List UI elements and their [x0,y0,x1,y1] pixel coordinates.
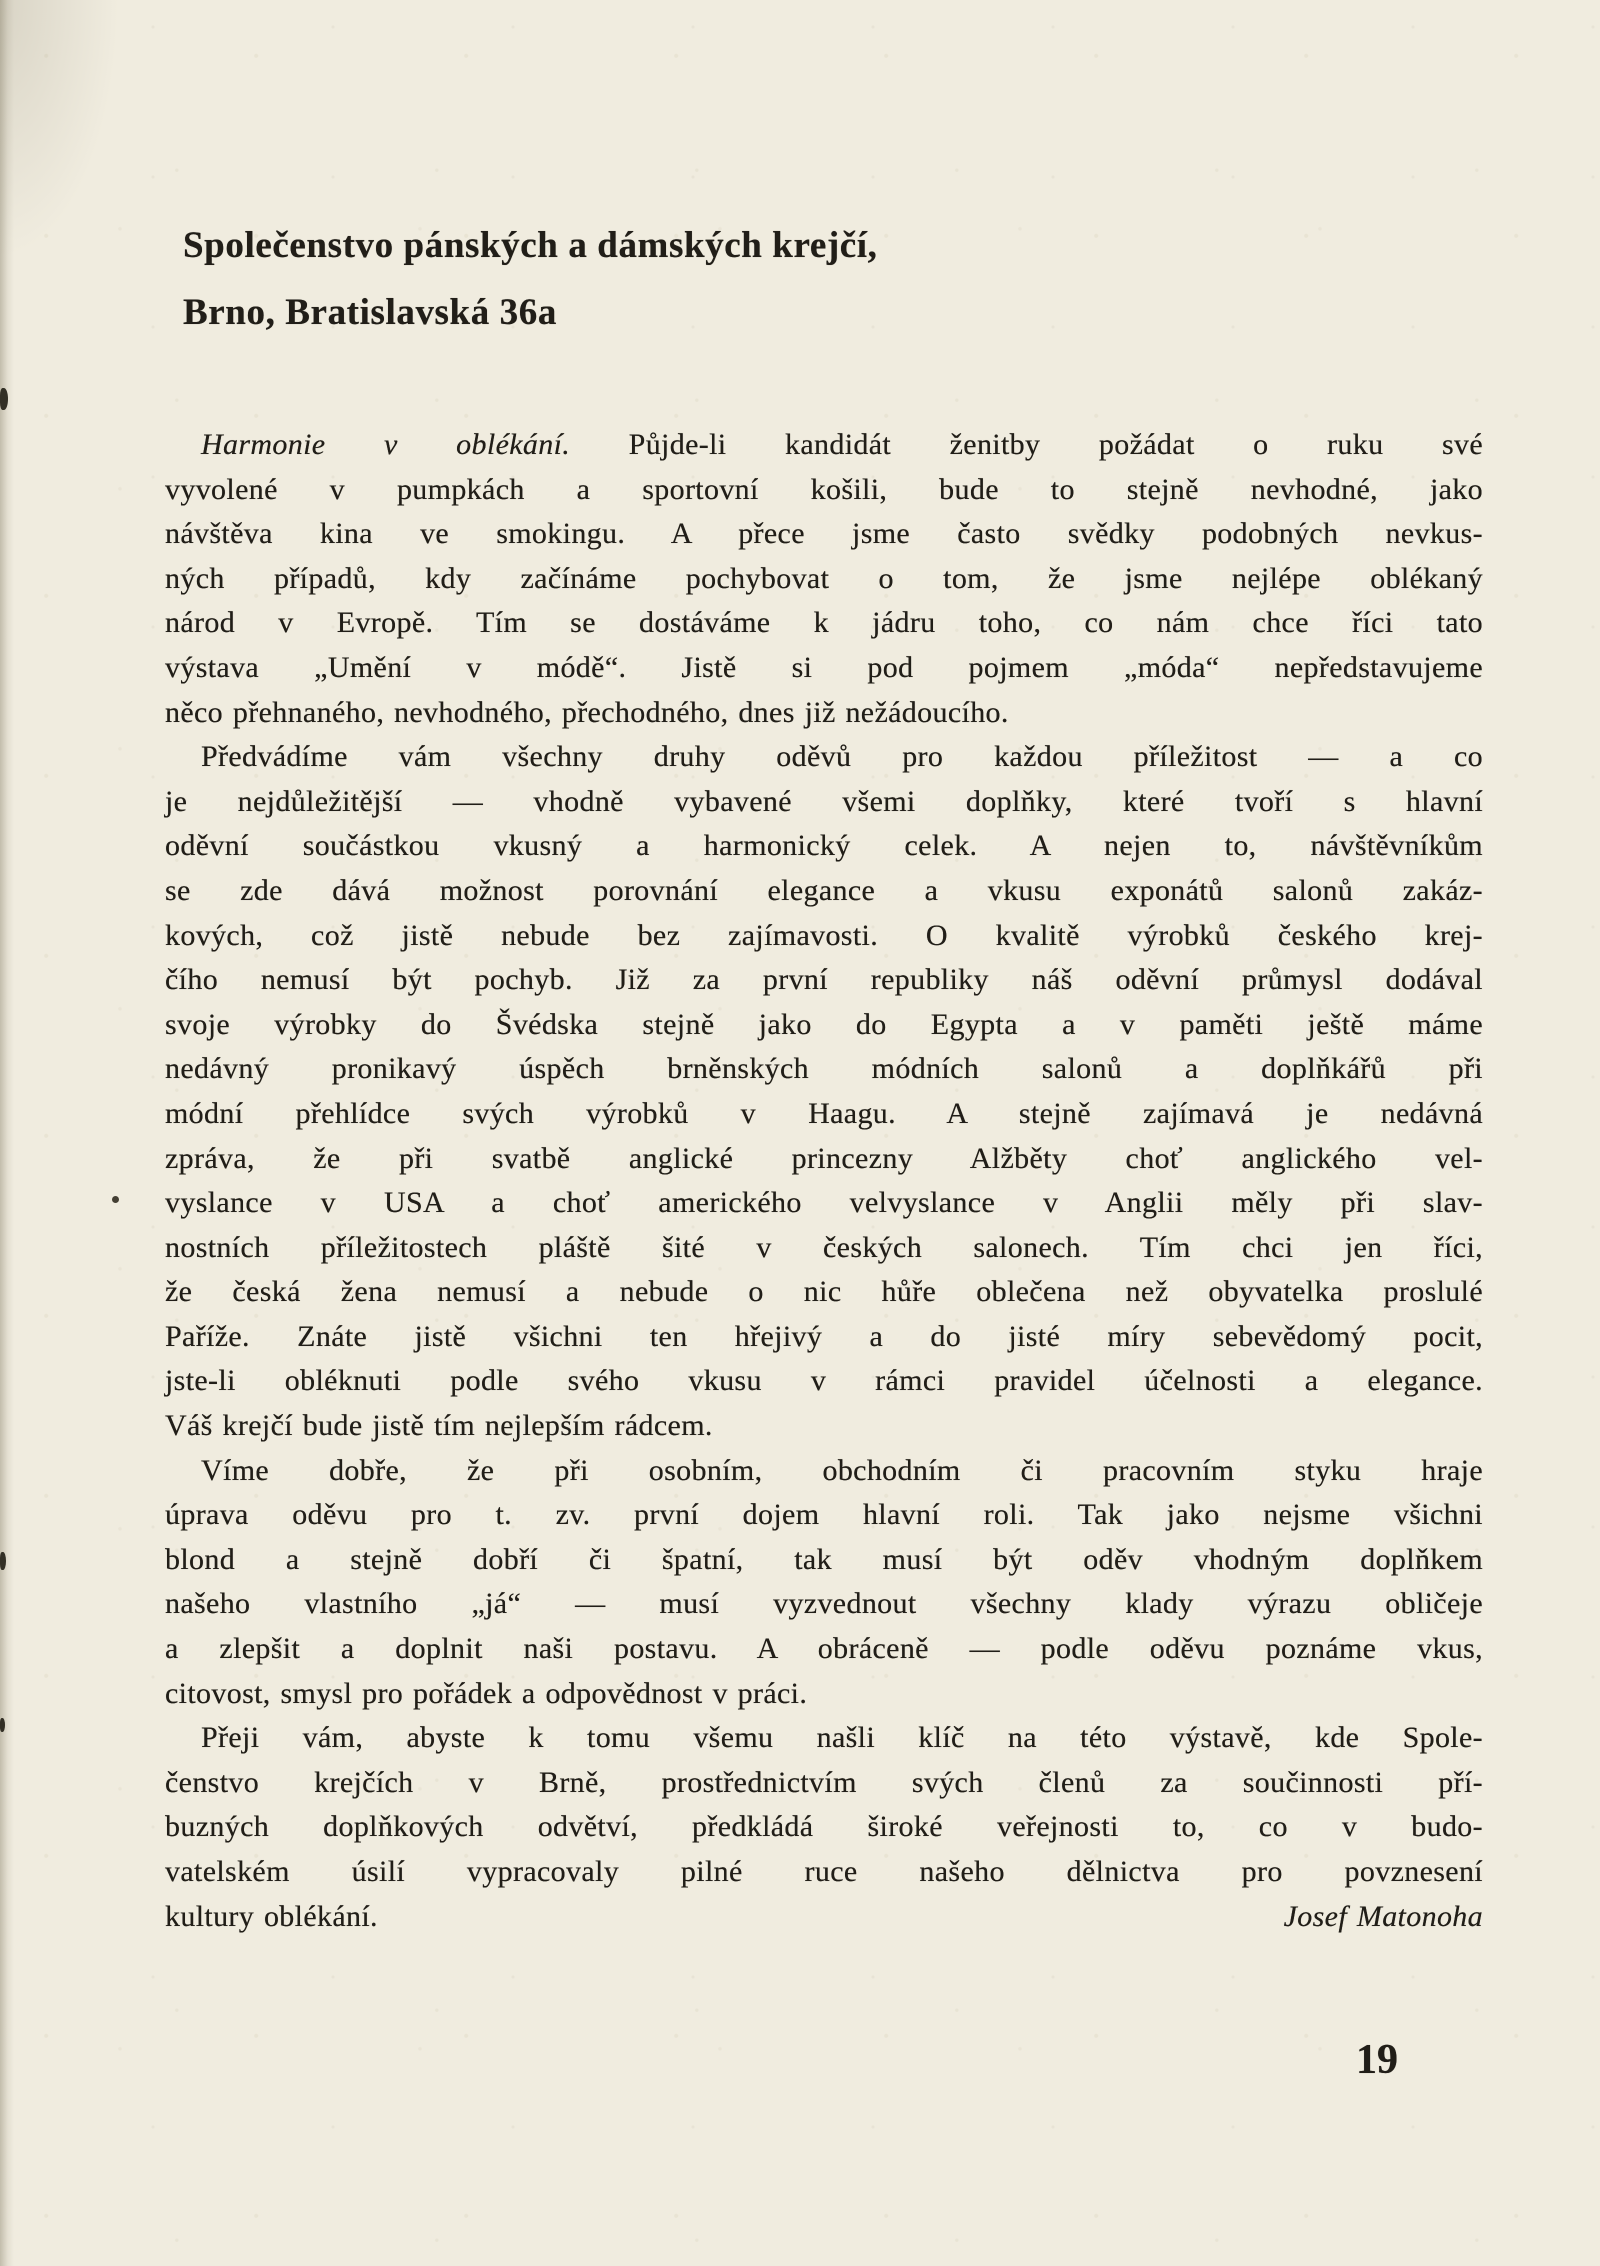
heading-line-2: Brno, Bratislavská 36a [183,292,557,333]
text-line: citovost, smysl pro pořádek a odpovědnost v práci. [165,1676,808,1710]
text-line: nostních příležitostech pláště šité v českých salonech. Tím chci jen říci, [165,1230,1483,1264]
text-line: návštěva kina ve smokingu. A přece jsme často svědky podobných nevkus- [165,517,1483,551]
text-line: národ v Evropě. Tím se dostáváme k jádru toho, co nám chce říci tato [165,606,1483,640]
text-line: úprava oděvu pro t. zv. první dojem hlavní roli. Tak jako nejsme všichni [165,1498,1483,1532]
text-line: Víme dobře, že při osobním, obchodním či pracovním styku hraje [201,1453,1483,1487]
text-line: se zde dává možnost porovnání elegance a vkusu exponátů salonů zakáz- [165,873,1483,907]
scan-artifact-mark [0,1552,6,1570]
text-line: je nejdůležitější — vhodně vybavené všemi doplňky, které tvoří s hlavní [165,784,1483,818]
text-line: ných případů, kdy začínáme pochybovat o tom, že jsme nejlépe oblékaný [165,561,1483,595]
heading-line-1: Společenstvo pánských a dámských krejčí, [183,225,878,266]
text-line: Harmonie v oblékání. Půjde-li kandidát ženitby požádat o ruku své [201,428,1484,461]
text-line: Paříže. Znáte jistě všichni ten hřejivý a do jisté míry sebevědomý pocit, [165,1319,1483,1353]
text-line: Váš krejčí bude jistě tím nejlepším rádcem. [165,1409,713,1443]
page-corner-shadow [0,0,120,260]
text-line: že česká žena nemusí a nebude o nic hůře oblečena než obyvatelka proslulé [165,1275,1483,1309]
page-number: 19 [1356,2037,1398,2083]
text-line: vyvolené v pumpkách a sportovní košili, bude to stejně nevhodné, jako [165,472,1483,506]
margin-ink-dot [112,1196,119,1203]
text-line: něco přehnaného, nevhodného, přechodného, dnes již nežádoucího. [165,695,1009,729]
text-line: čího nemusí být pochyb. Již za první republiky náš oděvní průmysl dodával [165,963,1483,997]
text-line: výstava „Umění v módě“. Jistě si pod pojmem „móda“ nepředstavujeme [165,650,1483,684]
page-heading [183,212,1383,346]
text-line: oděvní součástkou vkusný a harmonický celek. A nejen to, návštěvníkům [165,829,1483,863]
text-line: zpráva, že při svatbě anglické princezny Alžběty choť anglického vel- [165,1141,1483,1175]
text-line: vyslance v USA a choť amerického velvyslance v Anglii měly při slav- [165,1186,1483,1220]
page-edge-shadow [0,0,14,2266]
text-line: vatelském úsilí vypracovaly pilné ruce našeho dělnictva pro povznesení [165,1855,1483,1888]
text-line: našeho vlastního „já“ — musí vyzvednout všechny klady výrazu obličeje [165,1587,1483,1621]
scan-artifact-mark [0,1718,5,1732]
body-text [165,423,1483,1939]
text-line: a zlepšit a doplnit naši postavu. A obráceně — podle oděvu poznáme vkus, [165,1632,1483,1666]
text-line: jste-li obléknuti podle svého vkusu v rámci pravidel účelnosti a elegance. [165,1364,1483,1398]
text-line: Předvádíme vám všechny druhy oděvů pro každou příležitost — a co [201,740,1483,774]
scan-artifact-mark [0,388,8,410]
text-line: čenstvo krejčích v Brně, prostřednictvím svých členů za součinnosti pří- [165,1765,1483,1799]
text-line: buzných doplňkových odvětví, předkládá široké veřejnosti to, co v budo- [165,1810,1483,1844]
text-line: blond a stejně dobří či špatní, tak musí být oděv vhodným doplňkem [165,1542,1483,1576]
text-line: nedávný pronikavý úspěch brněnských módních salonů a doplňkářů při [165,1052,1483,1086]
text-line: Přeji vám, abyste k tomu všemu našli klíč na této výstavě, kde Spole- [201,1721,1483,1755]
text-line: kových, což jistě nebude bez zajímavosti. O kvalitě výrobků českého krej- [165,918,1483,952]
text-line: kultury oblékání. Josef Matonoha [165,1895,1483,1940]
text-line: módní přehlídce svých výrobků v Haagu. A stejně zajímavá je nedávná [165,1096,1483,1130]
text-line: svoje výrobky do Švédska stejně jako do Egypta a v paměti ještě máme [165,1007,1483,1041]
author-signature: Josef Matonoha [1283,1899,1483,1933]
